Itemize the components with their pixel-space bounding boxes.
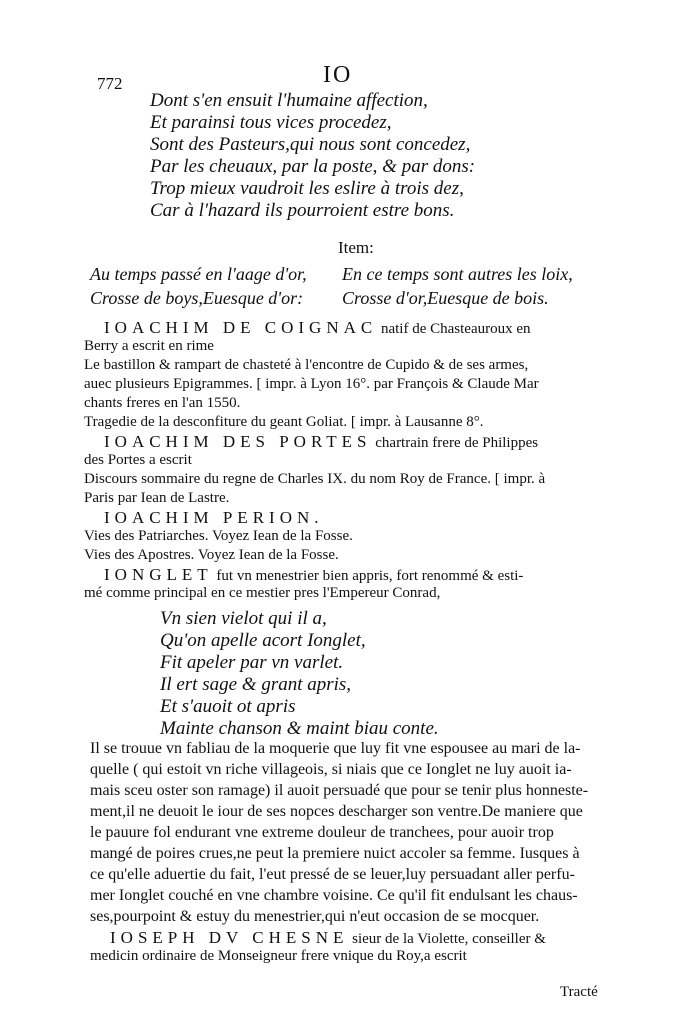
author-name: IOSEPH DV CHESNE	[110, 928, 349, 947]
couplet-line: En ce temps sont autres les loix,	[342, 264, 573, 284]
verse-line: Dont s'en ensuit l'humaine affection,	[150, 90, 428, 111]
page-number: 772	[97, 74, 123, 93]
couplet-line: Au temps passé en l'aage d'or,	[90, 264, 307, 284]
body-line: quelle ( qui estoit vn riche villageois, si niais que ce Ionglet ne luy auoit ia-	[90, 761, 572, 778]
entry-line: des Portes a escrit	[84, 452, 192, 468]
entry-line: Vies des Patriarches. Voyez Iean de la Fosse.	[84, 528, 353, 544]
two-col-left	[90, 264, 307, 312]
verse-line: Par les cheuaux, par la poste, & par dons:	[150, 156, 476, 177]
entry-line: mé comme principal en ce mestier pres l'Empereur Conrad,	[84, 585, 441, 601]
verse-top	[150, 90, 475, 222]
entry-heading	[84, 432, 545, 451]
entry-text: sieur de la Violette, conseiller &	[348, 931, 546, 947]
entry-heading	[84, 565, 545, 584]
verse-line: Vn sien vielot qui il a,	[160, 608, 327, 629]
author-name: IOACHIM PERION.	[104, 508, 324, 527]
body-line: ce qu'elle aduertie du fait, l'eut pressé de se leuer,luy persuadant aller perfu-	[90, 866, 575, 883]
entry-text: fut vn menestrier bien appris, fort renommé & esti-	[212, 568, 524, 584]
item-heading: Item:	[338, 238, 374, 257]
entry-heading	[90, 928, 546, 947]
verse-line: Et s'auoit ot apris	[160, 696, 296, 717]
verse-line: Fit apeler par vn varlet.	[160, 652, 344, 673]
body-paragraph	[90, 738, 588, 927]
entry-line: Tragedie de la desconfiture du geant Goliat. [ impr. à Lausanne 8°.	[84, 414, 484, 430]
two-col-right	[342, 264, 573, 312]
verse-line: Sont des Pasteurs,qui nous sont concedez,	[150, 134, 471, 155]
entries-block	[84, 318, 545, 603]
body-line: Il se trouue vn fabliau de la moquerie que luy fit vne espousee au mari de la-	[90, 740, 581, 757]
entry-line: Vies des Apostres. Voyez Iean de la Fosse.	[84, 547, 339, 563]
verse-line: Trop mieux vaudroit les eslire à trois dez,	[150, 178, 464, 199]
entry-heading	[84, 318, 545, 337]
entry-line: Berry a escrit en rime	[84, 338, 214, 354]
verse-line: Et parainsi tous vices procedez,	[150, 112, 392, 133]
author-name: IONGLET	[104, 565, 213, 584]
entry-heading	[84, 508, 545, 527]
entry-line: auec plusieurs Epigrammes. [ impr. à Lyon 16°. par François & Claude Mar	[84, 376, 539, 392]
entry-line: Le bastillon & rampart de chasteté à l'encontre de Cupido & de ses armes,	[84, 357, 529, 373]
body-line: ment,il ne deuoit le iour de ses nopces descharger son ventre.De maniere que	[90, 803, 583, 820]
couplet-line: Crosse de boys,Euesque d'or:	[90, 288, 304, 308]
couplet-line: Crosse d'or,Euesque de bois.	[342, 288, 549, 308]
body-line: mangé de poires crues,ne peut la premiere nuict accoler sa femme. Iusques à	[90, 845, 580, 862]
entry-line: medicin ordinaire de Monseigneur frere vnique du Roy,a escrit	[90, 948, 467, 964]
author-name: IOACHIM DE COIGNAC	[104, 318, 378, 337]
entry-line: Discours sommaire du regne de Charles IX. du nom Roy de France. [ impr. à	[84, 471, 546, 487]
catchword: Tracté	[560, 984, 598, 1000]
body-line: mer Ionglet couché en vne chambre voisine. Ce qu'il fit endulsant les chaus-	[90, 887, 578, 904]
entry-line: Paris par Iean de Lastre.	[84, 490, 230, 506]
verse-line: Il ert sage & grant apris,	[160, 674, 352, 695]
entry-text: natif de Chasteauroux en	[377, 321, 531, 337]
body-line: le pauure fol endurant vne extreme douleur de tranchees, pour auoir trop	[90, 824, 554, 841]
body-line: mais sceu oster son ramage) il auoit persuadé que pour se tenir plus honneste-	[90, 782, 589, 799]
author-name: IOACHIM DES PORTES	[104, 432, 372, 451]
body-line: ses,pourpoint & estuy du menestrier,qui n'eut occasion de se mocquer.	[90, 908, 540, 925]
last-entry	[90, 928, 546, 966]
entry-text: chartrain frere de Philippes	[371, 435, 539, 451]
verse-line: Mainte chanson & maint biau conte.	[160, 718, 439, 739]
verse-middle	[160, 608, 439, 740]
verse-line: Car à l'hazard ils pourroient estre bons.	[150, 200, 455, 221]
folio-mark: IO	[323, 62, 353, 88]
entry-line: chants freres en l'an 1550.	[84, 395, 241, 411]
verse-line: Qu'on apelle acort Ionglet,	[160, 630, 366, 651]
